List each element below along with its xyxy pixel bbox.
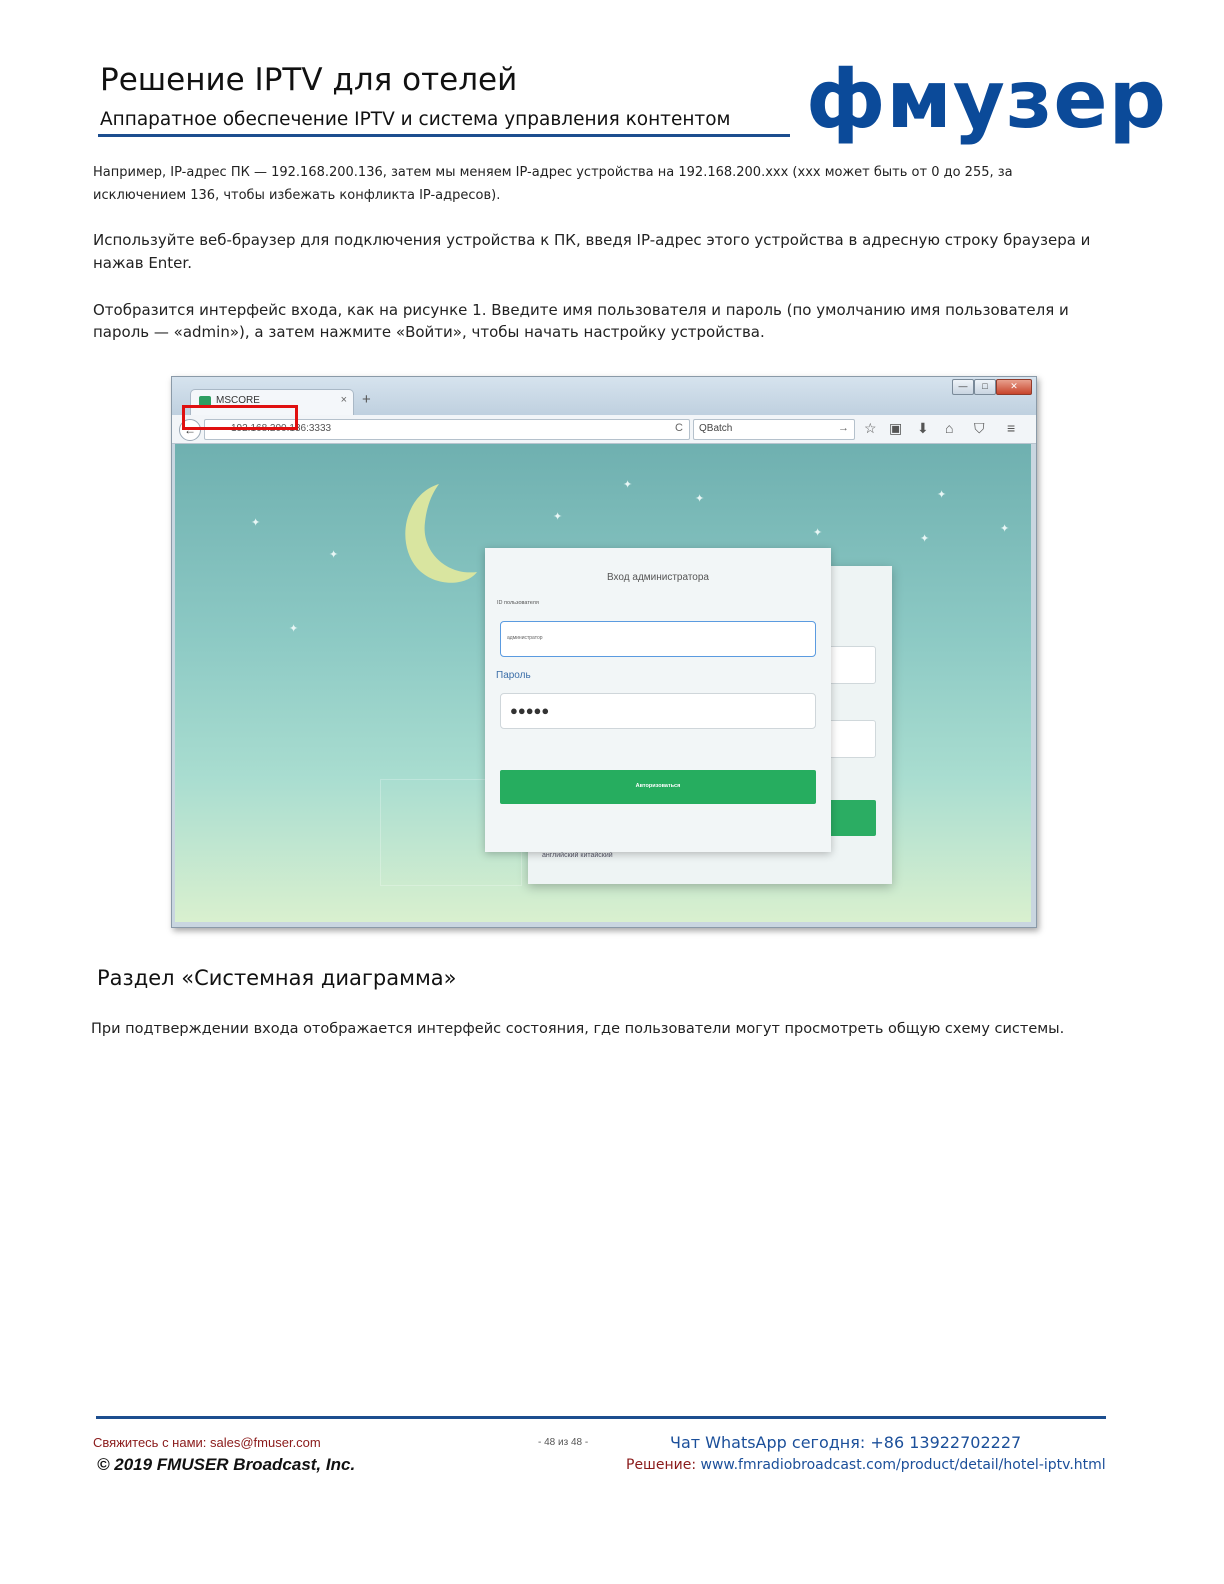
login-page-background bbox=[175, 444, 1031, 922]
star-icon: ✦ bbox=[813, 527, 823, 539]
star-icon: ✦ bbox=[695, 493, 705, 505]
password-label: Пароль bbox=[496, 670, 531, 681]
header-divider bbox=[98, 134, 790, 137]
star-icon: ✦ bbox=[623, 479, 633, 491]
password-value: ●●●●● bbox=[510, 703, 550, 718]
login-button[interactable] bbox=[500, 770, 816, 804]
password-input[interactable] bbox=[500, 693, 816, 729]
new-tab-icon[interactable]: + bbox=[362, 391, 371, 408]
home-icon[interactable]: ⌂ bbox=[945, 420, 954, 436]
browser-nav-bar bbox=[172, 415, 1036, 444]
paragraph-login: Отобразится интерфейс входа, как на рисунке 1. Введите имя пользователя и пароль (по умолчанию имя пользователя и пароль — «admin»), а затем нажмите «Войти», чтобы начать настройку устройства. bbox=[93, 301, 1069, 341]
footer-whatsapp[interactable]: Чат WhatsApp сегодня: +86 13922702227 bbox=[670, 1433, 1022, 1452]
address-highlight-box bbox=[182, 405, 298, 430]
login-card bbox=[485, 548, 831, 852]
pocket-icon[interactable]: ⛉ bbox=[974, 420, 985, 436]
menu-icon[interactable]: ≡ bbox=[1007, 420, 1016, 436]
page-subtitle: Аппаратное обеспечение IPTV и система управления контентом bbox=[100, 109, 731, 130]
star-icon: ✦ bbox=[920, 533, 930, 545]
moon-icon bbox=[395, 482, 479, 586]
language-links[interactable]: английский китайский bbox=[542, 852, 613, 859]
star-icon: ✦ bbox=[251, 517, 261, 529]
page-number: - 48 из 48 - bbox=[538, 1437, 589, 1448]
star-icon: ✦ bbox=[553, 511, 563, 523]
star-icon: ✦ bbox=[329, 549, 339, 561]
username-value: администратор bbox=[507, 635, 543, 641]
bookmark-star-icon[interactable]: ☆ bbox=[864, 420, 877, 436]
login-screenshot-figure bbox=[171, 376, 1037, 928]
username-label: ID пользователя bbox=[497, 600, 539, 606]
address-url: 192.168.200.136:3333 bbox=[231, 423, 332, 434]
star-icon: ✦ bbox=[1000, 523, 1010, 535]
section-heading: Раздел «Системная диаграмма» bbox=[97, 966, 457, 990]
footer-divider bbox=[96, 1416, 1106, 1419]
paragraph-browser: Используйте веб-браузер для подключения устройства к ПК, введя IP-адрес этого устройства в адресную строку браузера и нажав Enter. bbox=[93, 231, 1091, 272]
clipboard-icon[interactable]: ▣ bbox=[889, 420, 903, 436]
star-icon: ✦ bbox=[937, 489, 947, 501]
download-icon[interactable]: ⬇ bbox=[917, 420, 929, 436]
search-box[interactable] bbox=[693, 419, 855, 440]
username-input[interactable] bbox=[500, 621, 816, 657]
tab-label: MSCORE bbox=[216, 395, 260, 406]
minimize-icon[interactable]: — bbox=[952, 379, 974, 395]
paragraph-ip-example: Например, IP-адрес ПК — 192.168.200.136, затем мы меняем IP-адрес устройства на 192.168.200.xxx (xxx может быть от 0 до 255, за исключением 136, чтобы избежать конфликта IP-адресов). bbox=[93, 165, 1013, 203]
browser-title-bar bbox=[172, 377, 1036, 415]
footer-copyright: © 2019 FMUSER Broadcast, Inc. bbox=[97, 1455, 356, 1474]
search-go-icon[interactable]: → bbox=[838, 422, 849, 434]
window-close-icon[interactable]: ✕ bbox=[996, 379, 1032, 395]
star-icon: ✦ bbox=[289, 623, 299, 635]
login-button-label: Авторизоваться bbox=[635, 783, 681, 789]
page-title: Решение IPTV для отелей bbox=[100, 62, 518, 98]
solution-label: Решение: bbox=[626, 1457, 701, 1473]
footer-solution bbox=[626, 1457, 1106, 1473]
login-title: Вход администратора bbox=[606, 572, 709, 583]
footer-contact[interactable]: Свяжитесь с нами: sales@fmuser.com bbox=[93, 1435, 321, 1450]
search-text: QBatch bbox=[699, 423, 733, 434]
brand-logo: фмузер bbox=[806, 53, 1167, 146]
solution-link[interactable]: www.fmradiobroadcast.com/product/detail/hotel-iptv.html bbox=[700, 1457, 1106, 1473]
reload-icon[interactable]: C bbox=[675, 422, 683, 434]
back-arrow-icon[interactable]: ← bbox=[179, 419, 201, 441]
maximize-icon[interactable]: □ bbox=[974, 379, 996, 395]
paragraph-status: При подтверждении входа отображается интерфейс состояния, где пользователи могут просмотреть общую схему системы. bbox=[91, 1021, 1065, 1037]
tab-close-icon[interactable]: × bbox=[340, 394, 347, 406]
